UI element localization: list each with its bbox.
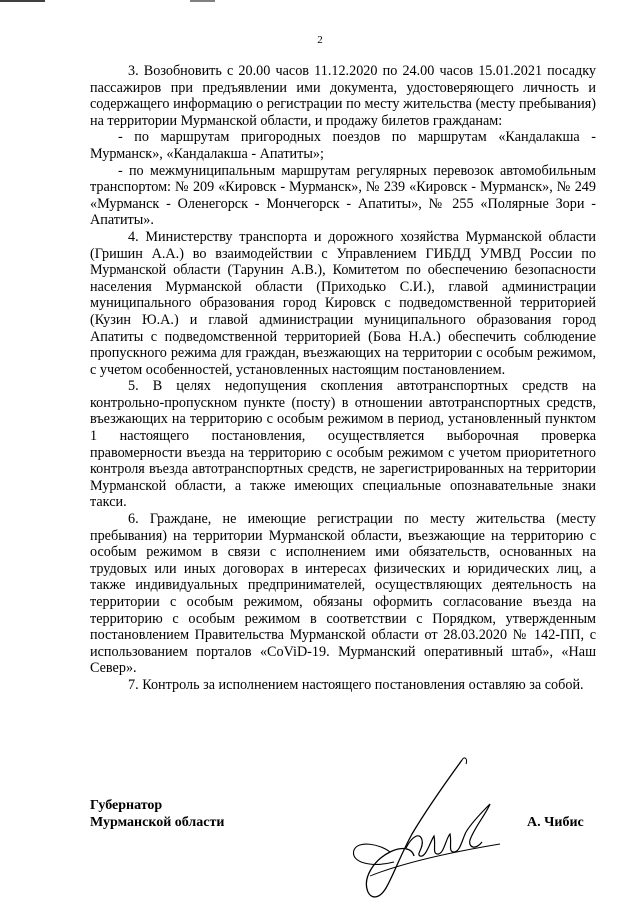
paragraph-6: 6. Граждане, не имеющие регистрации по месту жительства (месту пребывания) на территории Мурманской области, въезжающие на территорию с особым режимом в связи с исполнением ими обязательств, основанных на трудовых или иных договорах в интересах физических и юридических лиц, а также индивидуальных предпринимателей, осуществляющих деятельность на территории с особым режимом, обязаны оформить согласование въезда на территорию с особым режимом в соответствии с Порядком, утвержденным постановлением Правительства Мурманской области от 28.03.2020 № 142-ПП, с использованием порталов «CoViD-19. Мурманский оперативный штаб», «Наш Север». (90, 511, 596, 677)
signer-name: А. Чибис (527, 815, 584, 830)
document-body (90, 63, 596, 694)
paragraph-7: 7. Контроль за исполнением настоящего постановления оставляю за собой. (128, 676, 584, 693)
signer-title-line-1: Губернатор (90, 798, 163, 813)
list-item-train-routes: - по маршрутам пригородных поездов по маршрутам «Кандалакша - Мурманск», «Кандалакша - Апатиты»; (90, 129, 596, 162)
paragraph-3: 3. Возобновить с 20.00 часов 11.12.2020 по 24.00 часов 15.01.2021 посадку пассажиров при предъявлении ими документа, удостоверяющего личность и содержащего информацию о регистрации по месту жительства (месту пребывания) на территории Мурманской области, и продажу билетов гражданам: (90, 63, 596, 129)
page-number: 2 (317, 34, 323, 46)
paragraph-5: 5. В целях недопущения скопления автотранспортных средств на контрольно-пропускном пункте (посту) в отношении автотранспортных средств, въезжающих на территорию с особым режимом в период, установленный пунктом 1 настоящего постановления, осуществляется выборочная проверка правомерности въезда на территорию с особым режимом с учетом приоритетного контроля въезда автотранспортных средств, не зарегистрированных на территории Мурманской области, а также имеющих специальные опознавательные знаки такси. (90, 378, 596, 511)
list-item-bus-routes: - по межмуниципальным маршрутам регулярных перевозок автомобильным транспортом: № 209 «Кировск - Мурманск», № 239 «Кировск - Мурманск», № 249 «Мурманск - Оленегорск - Мончегорск - Апатиты», № 255 «Полярные Зори - Апатиты». (90, 162, 596, 229)
scan-edge-marks (0, 0, 640, 6)
handwritten-signature (350, 752, 510, 902)
signer-title-line-2: Мурманской области (90, 815, 225, 830)
paragraph-4: 4. Министерству транспорта и дорожного хозяйства Мурманской области (Гришин А.А.) во взаимодействии с Управлением ГИБДД УМВД России по Мурманской области (Тарунин А.В.), Комитетом по обеспечению безопасности населения Мурманской области (Приходько С.И.), главой администрации муниципального образования город Кировск с подведомственной территорией (Кузин Ю.А.) и главой администрации муниципального образования город Апатиты с подведомственной территорией (Бова Н.А.) обеспечить соблюдение пропускного режима для граждан, въезжающих на территории с особым режимом, с учетом особенностей, установленных настоящим постановлением. (90, 228, 596, 378)
signer-title (90, 797, 224, 831)
